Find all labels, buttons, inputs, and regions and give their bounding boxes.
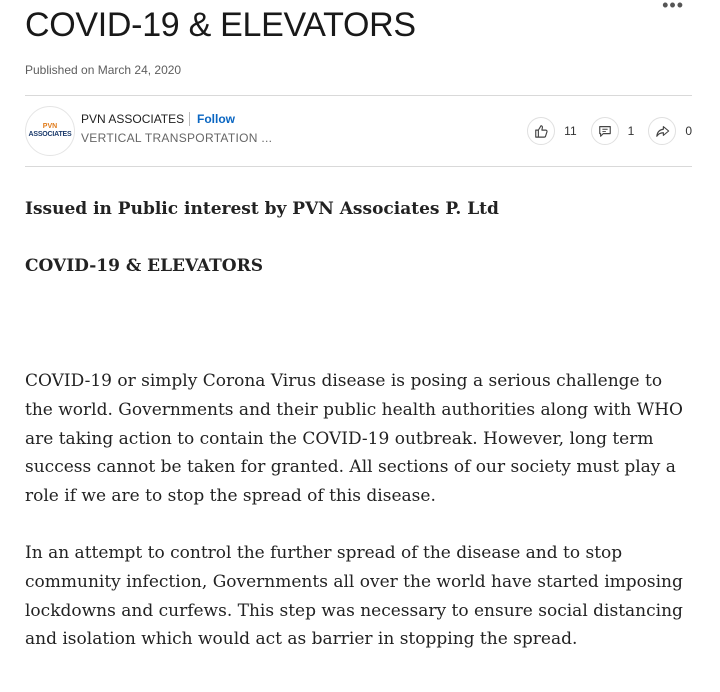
- body-paragraph: In an attempt to control the further spread of the disease and to stop community infection, Governments all over the world have started imposing lockdowns and curfews. This step was necessary to ensure social distancing and isolation which would act as barrier in stopping the spread.: [25, 543, 683, 650]
- body-heading-covid: COVID-19 & ELEVATORS: [25, 256, 263, 276]
- published-date: Published on March 24, 2020: [25, 63, 182, 77]
- engagement-stats: [513, 117, 692, 145]
- logo-text-pvn: PVN: [42, 123, 58, 130]
- comment-stat[interactable]: [591, 117, 635, 145]
- author-name[interactable]: PVN ASSOCIATES: [81, 112, 185, 126]
- article-title: COVID-19 & ELEVATORS: [25, 6, 416, 44]
- share-count: 0: [685, 124, 692, 138]
- divider: [189, 112, 190, 126]
- author-logo[interactable]: [25, 106, 75, 156]
- like-icon[interactable]: [527, 117, 555, 145]
- more-options-icon[interactable]: •••: [662, 0, 684, 15]
- author-headline: VERTICAL TRANSPORTATION ...: [81, 131, 273, 145]
- logo-text-associates: ASSOCIATES: [28, 131, 72, 138]
- author-bar: [25, 95, 692, 167]
- like-count: 11: [564, 124, 577, 138]
- like-stat[interactable]: [527, 117, 576, 145]
- comment-icon[interactable]: [591, 117, 619, 145]
- share-stat[interactable]: [648, 117, 692, 145]
- follow-button[interactable]: Follow: [197, 112, 235, 126]
- share-icon[interactable]: [648, 117, 676, 145]
- body-paragraph: COVID-19 or simply Corona Virus disease is posing a serious challenge to the world. Governments and their public health authorities along with WHO are taking action to contain the COVID-19 outbreak. However, long term success cannot be taken for granted. All sections of our society must play a role if we are to stop the spread of this disease.: [25, 371, 683, 507]
- comment-count: 1: [627, 124, 635, 138]
- body-heading-public-interest: Issued in Public interest by PVN Associates P. Ltd: [25, 199, 499, 219]
